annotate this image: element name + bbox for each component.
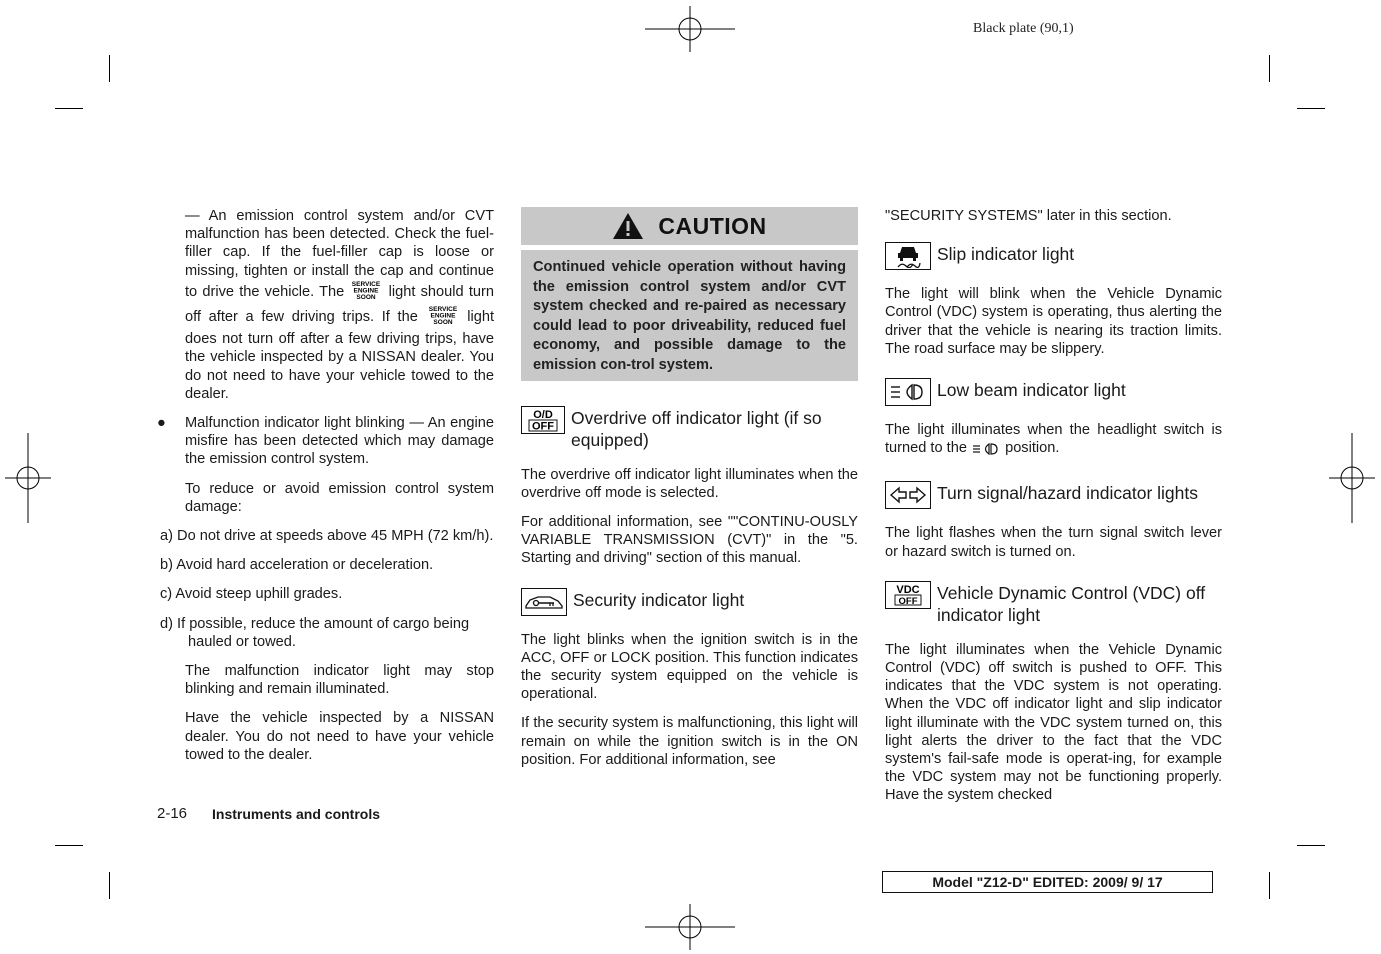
vdc-off-heading: Vehicle Dynamic Control (VDC) off indicator light [937, 582, 1206, 625]
column-right [885, 207, 1222, 805]
od-off-paragraph-2: For additional information, see ""CONTINU-OUSLY VARIABLE TRANSMISSION (CVT)" in the "5. Starting and driving" section of this manual. [521, 513, 858, 567]
registration-mark-bottom [645, 904, 735, 950]
low-beam-heading: Low beam indicator light [937, 380, 1126, 401]
slip-heading: Slip indicator light [937, 244, 1075, 265]
turn-signal-paragraph: The light flashes when the turn signal switch lever or hazard switch is turned on. [885, 525, 1222, 560]
od-off-paragraph-1: The overdrive off indicator light illuminates when the overdrive off mode is selected. [521, 466, 858, 501]
emission-text-2: light should turn off after a few driving trips. If the [185, 283, 494, 326]
low-beam-icon [885, 378, 931, 406]
turn-signal-arrows-icon [885, 481, 931, 509]
column-left [157, 207, 494, 764]
vdc-icon-line1: VDC [896, 583, 920, 596]
od-off-heading: Overdrive off indicator light (if so equipped) [571, 407, 822, 450]
warning-triangle-icon [612, 212, 644, 240]
page-number: 2-16 [157, 805, 188, 822]
service-engine-soon-icon [349, 280, 383, 305]
turn-signal-heading-row [885, 481, 1222, 509]
security-paragraph-1: The light blinks when the ignition switch is in the ACC, OFF or LOCK position. This function indicates the security system equipped on the vehicle is operational. [521, 631, 858, 703]
inspect-vehicle: Have the vehicle inspected by a NISSAN dealer. You do not need to have your vehicle towed to the dealer. [185, 710, 494, 763]
slip-car-icon [885, 242, 931, 270]
security-heading: Security indicator light [573, 589, 745, 610]
vdc-off-paragraph: The light illuminates when the Vehicle Dynamic Control (VDC) off switch is pushed to OFF. This indicates that the VDC system is not operating. When the VDC off indicator light and slip indicator light illuminate with the VDC system turned on, this light alerts the driver to the fact that the VDC system's fail-safe mode is operat-ing, for example the VDC system may not be functioning properly. Have the system checked [885, 641, 1222, 804]
caution-body: Continued vehicle operation without having the emission control system and/or CVT system checked and re-paired as necessary could lead to poor driveability, reduced fuel economy, and possible damage to the emission con-trol system. [533, 259, 846, 373]
low-beam-inline-icon [971, 442, 1001, 461]
vdc-off-heading-row [885, 581, 1222, 626]
low-beam-heading-row [885, 378, 1222, 406]
column-middle [521, 207, 858, 769]
registration-mark-left [5, 433, 51, 523]
emission-paragraph [157, 207, 494, 403]
misfire-text: Malfunction indicator light blinking — An engine misfire has been detected which may damage the emission control system. [185, 415, 494, 468]
list-item-b: b) Avoid hard acceleration or deceleration. [160, 557, 434, 574]
svg-text:SOON: SOON [432, 319, 453, 326]
svg-text:SOON: SOON [356, 293, 377, 300]
od-icon-line2: OFF [532, 420, 554, 432]
caution-box [521, 207, 858, 381]
security-paragraph-2: If the security system is malfunctioning, this light will remain on while the ignition switch is in the ON position. For additional information, see [521, 715, 858, 768]
emission-text-3: light does not turn off after a few driving trips, have the vehicle inspected by a NISSAN dealer. You do not need to have your vehicle towed to the dealer. [185, 309, 495, 402]
model-edit-stamp: Model "Z12-D" EDITED: 2009/ 9/ 17 [882, 871, 1213, 893]
svg-text:ENGINE: ENGINE [353, 287, 379, 295]
svg-text:SERVICE: SERVICE [352, 280, 381, 288]
emission-text-1: — An emission control system and/or CVT malfunction has been detected. Check the fuel-filler cap. If the fuel-filler cap is loose or missing, tighten or install the cap and continue to drive the vehicle. The [185, 208, 494, 300]
bullet-dot: ● [157, 415, 166, 432]
list-item-d: d) If possible, reduce the amount of cargo being hauled or towed. [160, 615, 470, 650]
low-beam-text-1: The light illuminates when the headlight switch is turned to the [885, 422, 1222, 457]
vdc-off-icon [885, 581, 931, 609]
low-beam-paragraph [885, 421, 1222, 461]
misfire-bullet [157, 414, 494, 469]
mil-stop-blinking: The malfunction indicator light may stop blinking and remain illuminated. [185, 663, 494, 698]
registration-mark-right [1329, 433, 1375, 523]
section-title: Instruments and controls [212, 806, 381, 822]
caution-header [521, 207, 858, 250]
security-systems-ref: "SECURITY SYSTEMS" later in this section. [885, 208, 1172, 224]
slip-paragraph: The light will blink when the Vehicle Dynamic Control (VDC) system is operating, thus alerting the driver that the vehicle is nearing its traction limits. The road surface may be slippery. [885, 286, 1222, 357]
svg-text:SERVICE: SERVICE [428, 306, 457, 314]
security-heading-row [521, 588, 858, 616]
od-icon-line1: O/D [533, 408, 553, 421]
reduce-damage-intro: To reduce or avoid emission control system damage: [185, 480, 494, 515]
registration-mark-top [645, 6, 735, 52]
od-off-icon [521, 406, 565, 434]
low-beam-text-2: position. [1005, 440, 1060, 457]
list-item-c: c) Avoid steep uphill grades. [160, 586, 343, 603]
od-off-heading-row [521, 406, 858, 451]
slip-heading-row [885, 242, 1222, 270]
plate-label: Black plate (90,1) [973, 21, 1074, 36]
caution-title: CAUTION [658, 212, 767, 239]
list-item-a: a) Do not drive at speeds above 45 MPH (72 km/h). [160, 528, 494, 545]
turn-signal-heading: Turn signal/hazard indicator lights [937, 483, 1199, 504]
vdc-icon-line2: OFF [898, 595, 918, 607]
service-engine-soon-icon [426, 305, 460, 330]
security-car-key-icon [521, 588, 567, 616]
svg-text:ENGINE: ENGINE [430, 312, 455, 320]
